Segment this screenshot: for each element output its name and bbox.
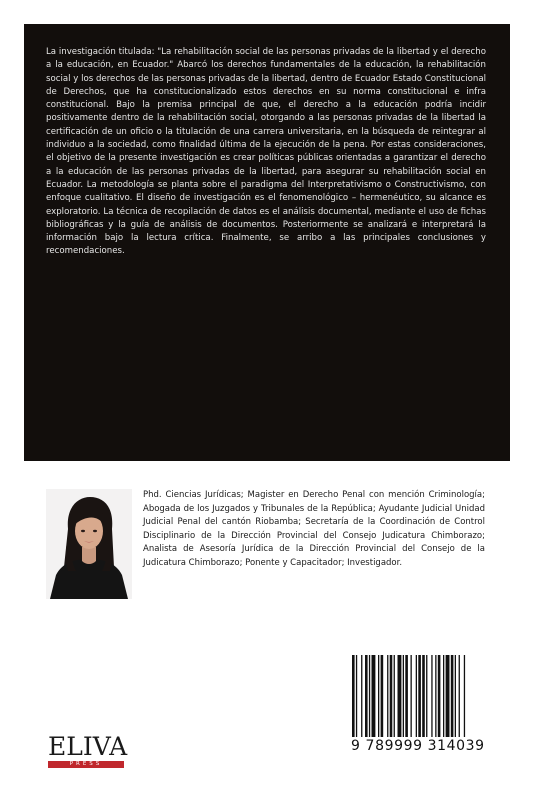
isbn-number: 9 789999 314039	[351, 738, 485, 754]
author-photo	[46, 489, 132, 599]
author-bio: Phd. Ciencias Jurídicas; Magister en Derecho Penal con mención Criminología; Abogada de los Juzgados y Tribunales de la República; Ayudante Judicial Unidad Judicial Penal del cantón Riobamba; Secretaría de la Coordinación de Control Disciplinario de la Dirección Provincial del Consejo Judicatura Chimborazo; Analista de Asesoría Jurídica de la Dirección Provincial del Consejo de la Judicatura Chimborazo; Ponente y Capacitador; Investigador.	[143, 490, 485, 568]
barcode-icon	[352, 655, 500, 737]
author-portrait-icon	[46, 489, 132, 599]
bottom-margin	[0, 776, 533, 800]
publisher-logo	[48, 732, 128, 770]
publisher-logo-name: ELIVA	[48, 732, 128, 761]
abstract-text: La investigación titulada: "La rehabilitación social de las personas privadas de la libertad y el derecho a la educación, en Ecuador." Abarcó los derechos fundamentales de la educación, la rehabilitación social y los derechos de las personas privadas de la libertad, dentro de Ecuador Estado Constitucional de Derechos, que ha constitucionalizado estos derechos en su norma constitucional e infra constitucional. Bajo la premisa principal de que, el derecho a la educación podría incidir positivamente dentro de la rehabilitación social, otorgando a las personas privadas de la libertad la certificación de un oficio o la titulación de una carrera universitaria, en la búsqueda de reintegrar al individuo a la sociedad, como finalidad última de la ejecución de la pena. Por estas consideraciones, el objetivo de la presente investigación es crear políticas públicas orientadas a garantizar el derecho a la educación de las personas privadas de la libertad, para asegurar su rehabilitación social en Ecuador. La metodología se planta sobre el paradigma del Interpretativismo o Constructivismo, con enfoque cualitativo. El diseño de investigación es el fenomenológico – hermenéutico, su alcance es exploratorio. La técnica de recopilación de datos es el análisis documental, mediante el uso de fichas bibliográficas y la guía de análisis de documentos. Posteriormente se analizará e interpretará la información bajo la lectura crítica. Finalmente, se arribo a las principales conclusiones y recomendaciones.	[46, 47, 486, 257]
publisher-logo-tagline: PRESS	[69, 761, 103, 767]
